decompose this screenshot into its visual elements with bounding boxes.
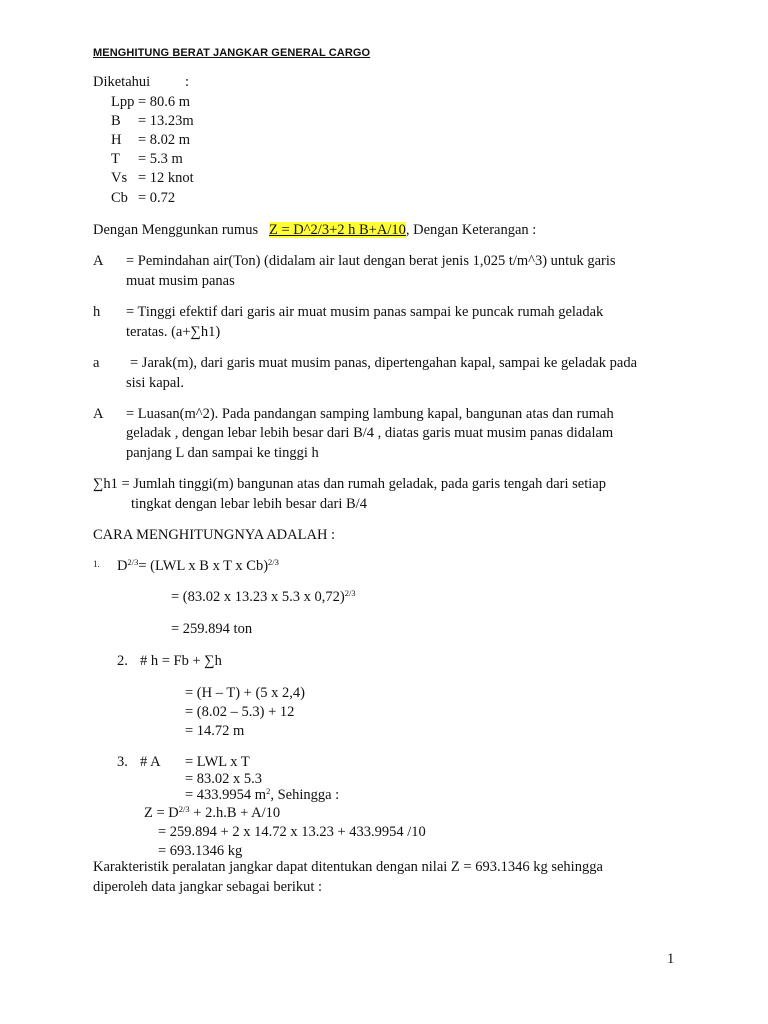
conclusion-line: Karakteristik peralatan jangkar dapat ditentukan dengan nilai Z = 693.1346 kg sehingga (93, 859, 603, 875)
step3-line (185, 786, 339, 804)
definition-line: = Jarak(m), dari garis muat musim panas, dipertengahan kapal, sampai ke geladak pada (130, 355, 638, 371)
definition-line: = Tinggi efektif dari garis air muat musim panas sampai ke puncak rumah geladak (126, 304, 604, 320)
step3-line: = LWL x T (185, 754, 250, 770)
formula-line (93, 221, 536, 239)
step1-exp: 2/3 (127, 557, 139, 567)
given-row (111, 169, 194, 187)
step2-line: = 14.72 m (185, 723, 245, 739)
step-number: 3. (117, 754, 128, 770)
step1-exp: 2/3 (344, 588, 356, 598)
definition-line: muat musim panas (126, 273, 235, 289)
z-formula (144, 804, 280, 822)
given-symbol: Lpp (111, 94, 135, 110)
page-title: MENGHITUNG BERAT JANGKAR GENERAL CARGO (93, 47, 371, 59)
given-label: Diketahui (93, 74, 151, 90)
definition-line: teratas. (a+∑h1) (126, 324, 221, 340)
z-formula-exp: 2/3 (178, 804, 190, 814)
method-heading: CARA MENGHITUNGNYA ADALAH : (93, 527, 336, 543)
given-symbol: Cb (111, 190, 128, 206)
definition-line: = Luasan(m^2). Pada pandangan samping lambung kapal, bangunan atas dan rumah (126, 406, 614, 422)
given-symbol: B (111, 113, 121, 129)
definition-symbol: A (93, 253, 104, 269)
given-symbol: H (111, 132, 122, 148)
step1-result: = 259.894 ton (171, 621, 253, 637)
step1-d: D (117, 558, 128, 574)
given-value: = 80.6 m (137, 94, 191, 110)
step1-expr: = (LWL x B x T x Cb) (138, 558, 269, 574)
definition-line: panjang L dan sampai ke tinggi h (126, 445, 319, 461)
given-symbol: T (111, 151, 120, 167)
step-number: 2. (117, 653, 128, 669)
step2-line: = (H – T) + (5 x 2,4) (185, 685, 305, 701)
z-formula-b: + 2.h.B + A/10 (189, 805, 281, 821)
given-colon: : (185, 74, 190, 90)
given-row (111, 150, 183, 168)
step1-line (171, 588, 356, 606)
definition-line: = Pemindahan air(Ton) (didalam air laut dengan berat jenis 1,025 t/m^3) untuk garis (126, 253, 616, 269)
given-row (111, 93, 190, 111)
given-value: = 8.02 m (138, 132, 191, 148)
step3-label: # A (140, 754, 161, 770)
sum-definition-line: ∑h1 = Jumlah tinggi(m) bangunan atas dan rumah geladak, pada garis tengah dari setiap (93, 476, 606, 492)
step1-line (117, 557, 279, 575)
step-number: 1. (93, 559, 100, 569)
z-formula-a: Z = D (144, 805, 179, 821)
definition-symbol: h (93, 304, 101, 320)
step1-expr: = (83.02 x 13.23 x 5.3 x 0,72) (171, 589, 345, 605)
definition-line: sisi kapal. (126, 375, 184, 391)
formula-suffix: , Dengan Keterangan : (405, 222, 537, 238)
step3-area: = 433.9954 m (185, 787, 267, 803)
given-row (111, 189, 175, 207)
given-symbol: Vs (111, 170, 128, 186)
given-value: = 13.23m (138, 113, 194, 129)
definition-symbol: a (93, 355, 100, 371)
formula-highlight: Z = D^2/3+2 h B+A/10 (268, 222, 406, 238)
formula-prefix: Dengan Menggunkan rumus (93, 222, 259, 238)
given-row (111, 131, 190, 149)
given-value: = 0.72 (138, 190, 176, 206)
given-value: = 5.3 m (138, 151, 183, 167)
conclusion-line: diperoleh data jangkar sebagai berikut : (93, 879, 323, 895)
sum-definition-line: tingkat dengan lebar lebih besar dari B/4 (131, 496, 367, 512)
definition-line: geladak , dengan lebar lebih besar dari B/4 , diatas garis muat musim panas didalam (126, 425, 614, 441)
given-row (111, 112, 194, 130)
definition-symbol: A (93, 406, 104, 422)
step3-sehingga: , Sehingga : (270, 787, 340, 803)
step2-heading: # h = Fb + ∑h (140, 653, 222, 669)
step3-exp: 2 (266, 786, 271, 796)
step3-line: = 83.02 x 5.3 (185, 771, 263, 787)
z-calc-line: = 259.894 + 2 x 14.72 x 13.23 + 433.9954 /10 (158, 824, 426, 840)
given-value: = 12 knot (138, 170, 194, 186)
step1-exp2: 2/3 (268, 557, 279, 567)
step2-line: = (8.02 – 5.3) + 12 (185, 704, 295, 720)
z-result: = 693.1346 kg (158, 843, 243, 859)
page-number: 1 (667, 951, 675, 967)
